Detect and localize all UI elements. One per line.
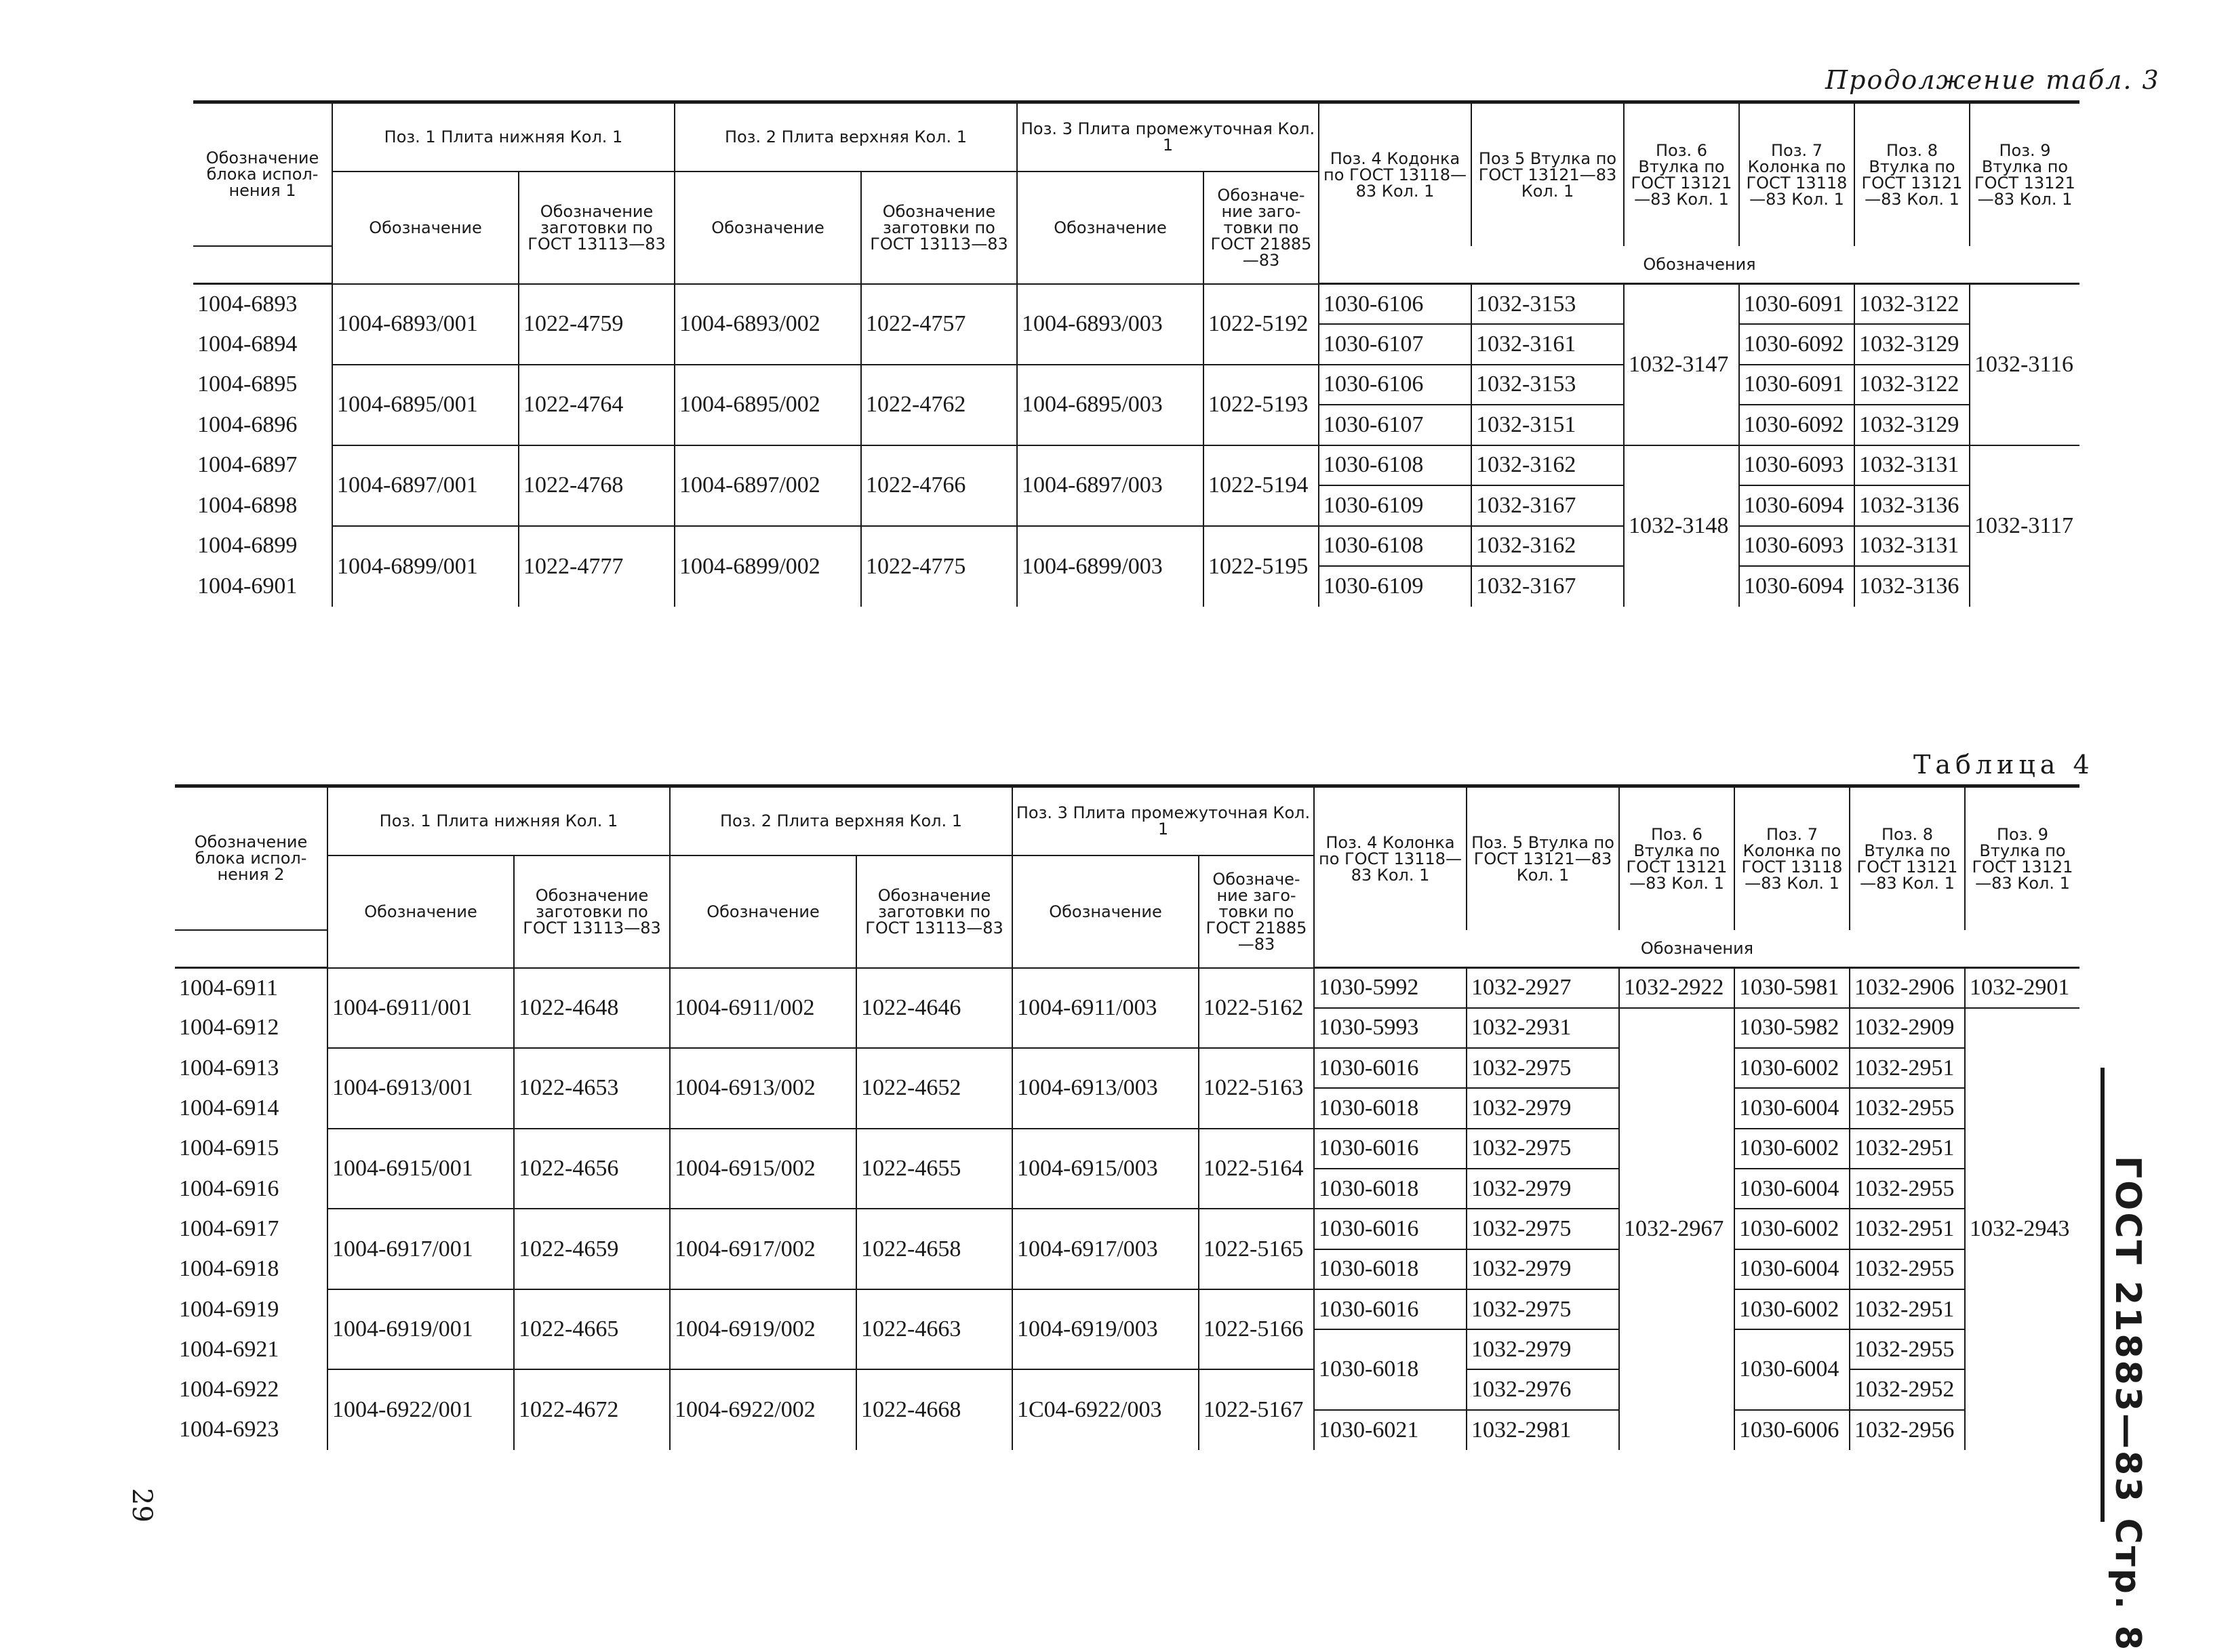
cell-z1: 1022-4648 <box>514 968 670 1049</box>
cell-p1: 1004-6897/001 <box>332 445 519 526</box>
cell-p3: 1004-6911/003 <box>1012 968 1199 1049</box>
cell-z1: 1022-4777 <box>519 526 675 607</box>
header-oboz-3: Обозначение <box>1017 172 1203 284</box>
cell-p8: 1032-2951 <box>1850 1048 1965 1088</box>
header-pos1: Поз. 1 Плита нижняя Кол. 1 <box>327 786 670 855</box>
cell-z2: 1022-4655 <box>856 1129 1012 1209</box>
cell-p5: 1032-3153 <box>1471 365 1624 405</box>
side-rule <box>2100 1068 2105 1522</box>
cell-p1: 1004-6922/001 <box>327 1369 514 1450</box>
cell-z3: 1022-5167 <box>1199 1369 1314 1450</box>
header-oboz-3: Обозначение <box>1012 855 1199 968</box>
cell-p2: 1004-6893/002 <box>675 284 861 365</box>
cell-p7: 1030-6002 <box>1734 1129 1850 1169</box>
cell-p5: 1032-3162 <box>1471 526 1624 567</box>
cell-p2: 1004-6911/002 <box>670 968 856 1049</box>
header-pos7: Поз. 7 Колонка по ГОСТ 13118—83 Кол. 1 <box>1734 786 1850 930</box>
cell-p8: 1032-3122 <box>1854 365 1970 405</box>
header-pos9: Поз. 9 Втулка по ГОСТ 13121—83 Кол. 1 <box>1965 786 2079 930</box>
cell-block: 1004-6897 <box>197 452 298 478</box>
table4-caption: Таблица 4 <box>1913 750 2094 780</box>
cell-block: 1004-6914 <box>179 1095 279 1121</box>
cell-p4: 1030-6106 <box>1319 284 1471 325</box>
header-zag-3: Обозначе-ние заго-товки по ГОСТ 21885—83 <box>1199 855 1314 968</box>
cell-block: 1004-6918 <box>179 1256 279 1282</box>
cell-p7: 1030-6004 <box>1734 1329 1850 1410</box>
cell-z3: 1022-5163 <box>1199 1048 1314 1129</box>
cell-p7: 1030-6004 <box>1734 1088 1850 1128</box>
cell-p4: 1030-6018 <box>1314 1249 1467 1289</box>
cell-block: 1004-6919 <box>179 1296 279 1322</box>
cell-block: 1004-6917 <box>179 1215 279 1241</box>
cell-p4: 1030-6018 <box>1314 1329 1467 1410</box>
header-pos2: Поз. 2 Плита верхняя Кол. 1 <box>670 786 1012 855</box>
cell-p4: 1030-5992 <box>1314 968 1467 1008</box>
cell-block: 1004-6912 <box>179 1015 279 1041</box>
cell-p7: 1030-6093 <box>1739 526 1854 567</box>
cell-p5: 1032-3162 <box>1471 445 1624 486</box>
cell-block: 1004-6898 <box>197 492 298 518</box>
cell-p4: 1030-6016 <box>1314 1129 1467 1169</box>
cell-p8: 1032-3129 <box>1854 324 1970 365</box>
header-pos8: Поз. 8 Втулка по ГОСТ 13121—83 Кол. 1 <box>1854 102 1970 246</box>
cell-z1: 1022-4665 <box>514 1289 670 1370</box>
cell-p7: 1030-6092 <box>1739 405 1854 445</box>
cell-z2: 1022-4663 <box>856 1289 1012 1370</box>
cell-block: 1004-6893 <box>197 291 298 317</box>
cell-p5: 1032-2976 <box>1467 1369 1619 1409</box>
cell-p6: 1032-3148 <box>1624 445 1739 607</box>
cell-p2: 1004-6919/002 <box>670 1289 856 1370</box>
cell-p8: 1032-2955 <box>1850 1169 1965 1209</box>
table-row <box>175 1048 2079 1088</box>
cell-p5: 1032-3167 <box>1471 485 1624 526</box>
header-oboznacheniya: Обозначения <box>1314 930 2079 968</box>
cell-p7: 1030-6002 <box>1734 1048 1850 1088</box>
cell-p4: 1030-6016 <box>1314 1209 1467 1249</box>
cell-p2: 1004-6915/002 <box>670 1129 856 1209</box>
cell-p5: 1032-2979 <box>1467 1329 1619 1369</box>
header-zag-1: Обозначение заготовки по ГОСТ 13113—83 <box>519 172 675 284</box>
cell-p7: 1030-6092 <box>1739 324 1854 365</box>
cell-p9: 1032-2901 <box>1965 968 2079 1008</box>
cell-p7: 1030-6091 <box>1739 284 1854 325</box>
cell-p4: 1030-6106 <box>1319 365 1471 405</box>
cell-p4: 1030-6021 <box>1314 1410 1467 1450</box>
cell-p8: 1032-2951 <box>1850 1289 1965 1329</box>
cell-p8: 1032-2955 <box>1850 1249 1965 1289</box>
cell-p5: 1032-2979 <box>1467 1088 1619 1128</box>
cell-p7: 1030-6094 <box>1739 485 1854 526</box>
cell-p9: 1032-2943 <box>1965 1008 2079 1450</box>
cell-p7: 1030-6004 <box>1734 1169 1850 1209</box>
cell-p3: 1004-6893/003 <box>1017 284 1203 365</box>
cell-p7: 1030-6002 <box>1734 1289 1850 1329</box>
header-oboz-2: Обозначение <box>675 172 861 284</box>
cell-p4: 1030-6109 <box>1319 485 1471 526</box>
cell-z1: 1022-4672 <box>514 1369 670 1450</box>
cell-p5: 1032-3167 <box>1471 566 1624 607</box>
cell-p7: 1030-6091 <box>1739 365 1854 405</box>
header-oboz-1: Обозначение <box>332 172 519 284</box>
header-oboz-2: Обозначение <box>670 855 856 968</box>
cell-p1: 1004-6895/001 <box>332 365 519 445</box>
header-zag-3: Обозначе-ние заго-товки по ГОСТ 21885—83 <box>1203 172 1319 284</box>
cell-z1: 1022-4759 <box>519 284 675 365</box>
table3-caption: Продолжение табл. 3 <box>1825 65 2160 95</box>
cell-block: 1004-6896 <box>197 411 298 437</box>
cell-z3: 1022-5195 <box>1203 526 1319 607</box>
cell-p5: 1032-2979 <box>1467 1169 1619 1209</box>
cell-z1: 1022-4653 <box>514 1048 670 1129</box>
cell-z1: 1022-4768 <box>519 445 675 526</box>
cell-p8: 1032-2951 <box>1850 1129 1965 1169</box>
header-pos6: Поз. 6 Втулка по ГОСТ 13121—83 Кол. 1 <box>1619 786 1734 930</box>
cell-p1: 1004-6893/001 <box>332 284 519 365</box>
header-pos3: Поз. 3 Плита промежуточная Кол. 1 <box>1017 102 1319 172</box>
cell-p8: 1032-3136 <box>1854 485 1970 526</box>
header-pos8: Поз. 8 Втулка по ГОСТ 13121—83 Кол. 1 <box>1850 786 1965 930</box>
cell-z3: 1022-5192 <box>1203 284 1319 365</box>
cell-p5: 1032-3161 <box>1471 324 1624 365</box>
cell-p8: 1032-3131 <box>1854 445 1970 486</box>
cell-p8: 1032-2952 <box>1850 1369 1965 1409</box>
cell-p9: 1032-3117 <box>1970 445 2079 607</box>
cell-p8: 1032-2955 <box>1850 1088 1965 1128</box>
header-oboz-1: Обозначение <box>327 855 514 968</box>
header-pos3: Поз. 3 Плита промежуточная Кол. 1 <box>1012 786 1314 855</box>
cell-p4: 1030-6018 <box>1314 1088 1467 1128</box>
cell-block: 1004-6916 <box>179 1175 279 1201</box>
cell-p5: 1032-2979 <box>1467 1249 1619 1289</box>
header-pos5: Поз. 5 Втулка по ГОСТ 13121—83 Кол. 1 <box>1467 786 1619 930</box>
cell-p1: 1004-6913/001 <box>327 1048 514 1129</box>
cell-p8: 1032-2955 <box>1850 1329 1965 1369</box>
cell-p8: 1032-2906 <box>1850 968 1965 1008</box>
cell-block: 1004-6921 <box>179 1336 279 1362</box>
cell-p5: 1032-2975 <box>1467 1289 1619 1329</box>
cell-z3: 1022-5162 <box>1199 968 1314 1049</box>
table-row <box>193 445 2079 486</box>
cell-p7: 1030-5981 <box>1734 968 1850 1008</box>
cell-z2: 1022-4646 <box>856 968 1012 1049</box>
cell-z2: 1022-4668 <box>856 1369 1012 1450</box>
cell-p4: 1030-5993 <box>1314 1008 1467 1048</box>
cell-p4: 1030-6108 <box>1319 526 1471 567</box>
page-number: 29 <box>126 1488 157 1523</box>
header-pos4: Поз. 4 Кодонка по ГОСТ 13118—83 Кол. 1 <box>1319 102 1471 246</box>
cell-p3: 1004-6897/003 <box>1017 445 1203 526</box>
cell-p8: 1032-3122 <box>1854 284 1970 325</box>
cell-p6: 1032-2967 <box>1619 1008 1734 1450</box>
header-block: Обозначение блока испол-нения 1 <box>193 102 332 246</box>
cell-z1: 1022-4764 <box>519 365 675 445</box>
cell-p8: 1032-3136 <box>1854 566 1970 607</box>
cell-p7: 1030-6004 <box>1734 1249 1850 1289</box>
cell-z2: 1022-4658 <box>856 1209 1012 1289</box>
header-pos1: Поз. 1 Плита нижняя Кол. 1 <box>332 102 675 172</box>
cell-block: 1004-6899 <box>197 533 298 559</box>
cell-p3: 1004-6899/003 <box>1017 526 1203 607</box>
cell-z3: 1022-5193 <box>1203 365 1319 445</box>
cell-z1: 1022-4656 <box>514 1129 670 1209</box>
cell-p4: 1030-6107 <box>1319 405 1471 445</box>
cell-p7: 1030-6094 <box>1739 566 1854 607</box>
cell-z2: 1022-4766 <box>861 445 1017 526</box>
cell-p2: 1004-6922/002 <box>670 1369 856 1450</box>
cell-p2: 1004-6917/002 <box>670 1209 856 1289</box>
cell-p5: 1032-3153 <box>1471 284 1624 325</box>
header-zag-1: Обозначение заготовки по ГОСТ 13113—83 <box>514 855 670 968</box>
cell-p1: 1004-6915/001 <box>327 1129 514 1209</box>
header-block: Обозначение блока испол-нения 2 <box>175 786 327 930</box>
header-block-cont <box>193 246 332 284</box>
cell-p3: 1C04-6922/003 <box>1012 1369 1199 1450</box>
cell-p3: 1004-6895/003 <box>1017 365 1203 445</box>
header-pos4: Поз. 4 Колонка по ГОСТ 13118—83 Кол. 1 <box>1314 786 1467 930</box>
header-oboznacheniya: Обозначения <box>1319 246 2079 284</box>
cell-p2: 1004-6899/002 <box>675 526 861 607</box>
cell-p4: 1030-6107 <box>1319 324 1471 365</box>
cell-p1: 1004-6911/001 <box>327 968 514 1049</box>
cell-p3: 1004-6915/003 <box>1012 1129 1199 1209</box>
cell-p4: 1030-6016 <box>1314 1289 1467 1329</box>
cell-block: 1004-6923 <box>179 1417 279 1443</box>
cell-p5: 1032-2975 <box>1467 1048 1619 1088</box>
cell-p5: 1032-2931 <box>1467 1008 1619 1048</box>
cell-block: 1004-6895 <box>197 371 298 397</box>
table3 <box>193 100 2079 607</box>
header-pos9: Поз. 9 Втулка по ГОСТ 13121—83 Кол. 1 <box>1970 102 2079 246</box>
table-row <box>175 968 2079 1008</box>
header-pos6: Поз. 6 Втулка по ГОСТ 13121—83 Кол. 1 <box>1624 102 1739 246</box>
cell-p5: 1032-2981 <box>1467 1410 1619 1450</box>
cell-z2: 1022-4757 <box>861 284 1017 365</box>
cell-z2: 1022-4652 <box>856 1048 1012 1129</box>
cell-block: 1004-6922 <box>179 1377 279 1403</box>
cell-p5: 1032-2927 <box>1467 968 1619 1008</box>
cell-z1: 1022-4659 <box>514 1209 670 1289</box>
header-zag-2: Обозначение заготовки по ГОСТ 13113—83 <box>856 855 1012 968</box>
cell-p5: 1032-2975 <box>1467 1209 1619 1249</box>
table-row <box>175 1289 2079 1329</box>
cell-p7: 1030-6093 <box>1739 445 1854 486</box>
cell-p3: 1004-6919/003 <box>1012 1289 1199 1370</box>
cell-p8: 1032-2951 <box>1850 1209 1965 1249</box>
cell-p2: 1004-6913/002 <box>670 1048 856 1129</box>
cell-block: 1004-6901 <box>197 573 298 599</box>
table4 <box>175 784 2079 1450</box>
header-pos2: Поз. 2 Плита верхняя Кол. 1 <box>675 102 1017 172</box>
cell-z2: 1022-4762 <box>861 365 1017 445</box>
cell-p2: 1004-6897/002 <box>675 445 861 526</box>
table-row <box>193 526 2079 567</box>
header-pos7: Поз. 7 Колонка по ГОСТ 13118—83 Кол. 1 <box>1739 102 1854 246</box>
cell-z3: 1022-5164 <box>1199 1129 1314 1209</box>
table-row <box>193 365 2079 405</box>
cell-p3: 1004-6913/003 <box>1012 1048 1199 1129</box>
cell-p5: 1032-2975 <box>1467 1129 1619 1169</box>
header-zag-2: Обозначение заготовки по ГОСТ 13113—83 <box>861 172 1017 284</box>
cell-p2: 1004-6895/002 <box>675 365 861 445</box>
cell-block: 1004-6911 <box>179 975 279 1001</box>
cell-p5: 1032-3151 <box>1471 405 1624 445</box>
cell-p1: 1004-6917/001 <box>327 1209 514 1289</box>
cell-z3: 1022-5166 <box>1199 1289 1314 1370</box>
cell-p6: 1032-2922 <box>1619 968 1734 1008</box>
header-block-cont <box>175 930 327 968</box>
cell-p3: 1004-6917/003 <box>1012 1209 1199 1289</box>
cell-block: 1004-6915 <box>179 1135 279 1161</box>
cell-p8: 1032-2909 <box>1850 1008 1965 1048</box>
cell-p4: 1030-6016 <box>1314 1048 1467 1088</box>
table-row <box>175 1129 2079 1169</box>
cell-block: 1004-6913 <box>179 1055 279 1081</box>
cell-z2: 1022-4775 <box>861 526 1017 607</box>
cell-p1: 1004-6899/001 <box>332 526 519 607</box>
header-pos5: Поз 5 Втулка по ГОСТ 13121—83 Кол. 1 <box>1471 102 1624 246</box>
cell-p8: 1032-2956 <box>1850 1410 1965 1450</box>
cell-p7: 1030-5982 <box>1734 1008 1850 1048</box>
cell-block: 1004-6894 <box>197 331 298 357</box>
cell-p9: 1032-3116 <box>1970 284 2079 445</box>
table-row <box>193 284 2079 325</box>
cell-p6: 1032-3147 <box>1624 284 1739 445</box>
cell-p7: 1030-6006 <box>1734 1410 1850 1450</box>
side-label: ГОСТ 21883—83 Стр. 8 <box>2107 1156 2148 1652</box>
table-row <box>175 1209 2079 1249</box>
cell-z3: 1022-5165 <box>1199 1209 1314 1289</box>
cell-p8: 1032-3131 <box>1854 526 1970 567</box>
cell-p4: 1030-6018 <box>1314 1169 1467 1209</box>
cell-p4: 1030-6109 <box>1319 566 1471 607</box>
cell-z3: 1022-5194 <box>1203 445 1319 526</box>
cell-p4: 1030-6108 <box>1319 445 1471 486</box>
cell-p7: 1030-6002 <box>1734 1209 1850 1249</box>
cell-p1: 1004-6919/001 <box>327 1289 514 1370</box>
cell-p8: 1032-3129 <box>1854 405 1970 445</box>
